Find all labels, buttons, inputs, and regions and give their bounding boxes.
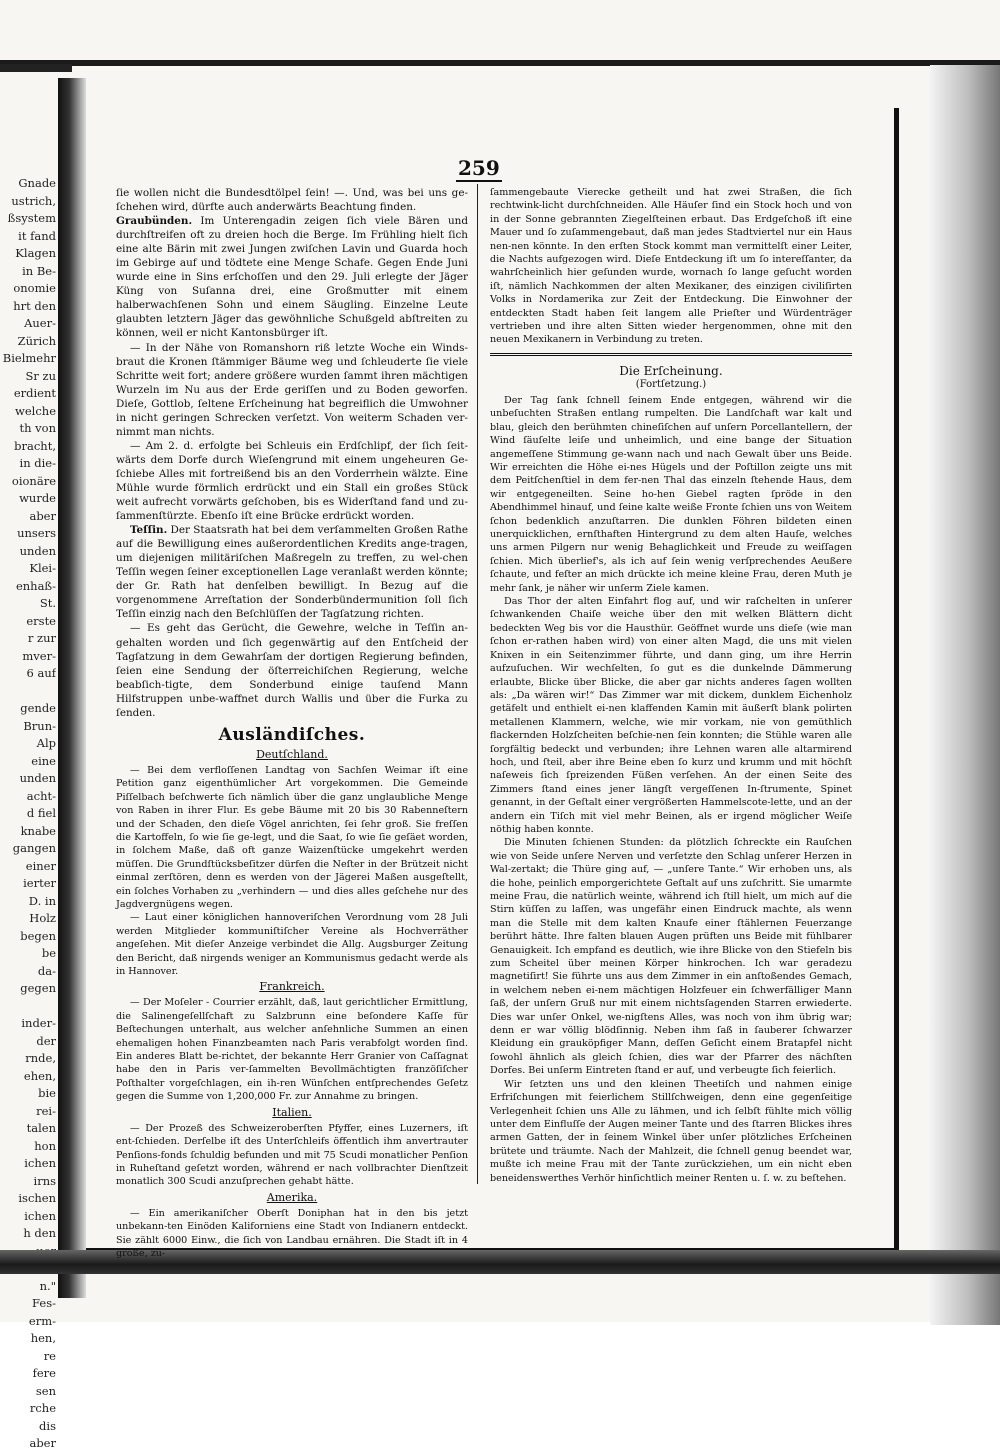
heading-deutschland: Deutſchland. bbox=[256, 747, 328, 761]
previous-page-fragment: Brun- bbox=[23, 718, 56, 733]
previous-page-fragment: Gnade bbox=[18, 176, 56, 190]
paragraph-romanshorn: — In der Nähe von Romanshorn riß letzte Woche ein Winds-braut die Kronen ſtämmiger Bäume weg und ſchleuderte ſie viele Schritte weit fort; andere größere wurden ſammt ihren mächtigen Wurzeln im Nu aus der Erde geriſſen und zu Boden geworfen. Dieſe, Gottlob, ſeltene Erſcheinung hat begreiflich die Umwohner in nicht geringen Schrecken verſetzt. Von weiterm Schaden ver-nimmt man nichts. bbox=[116, 341, 468, 438]
right-column bbox=[490, 186, 852, 1185]
previous-page-fragment: inder- bbox=[21, 1016, 56, 1030]
previous-page-fragment: acht- bbox=[26, 788, 56, 803]
previous-page-fragment: mver- bbox=[22, 648, 56, 663]
page-number: 259 bbox=[458, 156, 500, 180]
previous-page-fragment: eine bbox=[31, 753, 56, 768]
paragraph-intro: ſie wollen nicht die Bundesdtölpel ſein! —. Und, was bei uns ge-ſchehen wird, dürfte auch anderwärts Beachtung finden. bbox=[116, 187, 468, 214]
previous-page-fragment: St. bbox=[39, 596, 56, 610]
previous-page-fragment: ustrich, bbox=[11, 193, 56, 208]
previous-page-fragment: n." bbox=[39, 1278, 56, 1293]
right-edge-shadow bbox=[930, 65, 1000, 1325]
previous-page-fragment: rnde, bbox=[25, 1051, 56, 1065]
previous-page-fragment: Bielmehr bbox=[2, 351, 56, 365]
previous-page-fragment bbox=[0, 998, 56, 1016]
story-title: Die Erſcheinung. bbox=[619, 363, 723, 378]
previous-page-fragment: 6 auf bbox=[26, 666, 56, 680]
previous-page-fragment: wurde bbox=[19, 491, 56, 505]
previous-page-fragment: in Be- bbox=[22, 263, 56, 278]
paragraph-graubuenden bbox=[116, 214, 468, 340]
previous-page-fragment: irns bbox=[33, 1173, 56, 1188]
previous-page-fragment: Fes- bbox=[32, 1296, 56, 1310]
previous-page-fragment: erdient bbox=[13, 386, 56, 400]
paragraph-tessin bbox=[116, 523, 468, 621]
previous-page-fragment: da- bbox=[37, 963, 56, 978]
previous-page-fragment: unsers bbox=[17, 526, 56, 540]
previous-page-fragment: Auer- bbox=[24, 316, 56, 330]
paragraph-doniphan: — Ein amerikaniſcher Oberſt Doniphan hat in den bis jetzt unbekann-ten Einöden Kaliforniens eine Stadt von Indianern entdeckt. Sie zählt 6000 Einw., die ſich von Landbau ernähren. Die Stadt iſt in 4 große, zu- bbox=[116, 1207, 468, 1260]
heading-graubuenden: Graubünden. bbox=[116, 215, 193, 228]
heading-frankreich: Frankreich. bbox=[259, 980, 325, 994]
previous-page-fragment: einer bbox=[25, 858, 56, 873]
previous-page-fragment: d fiel bbox=[26, 806, 56, 820]
previous-page-fragment: h den bbox=[23, 1226, 56, 1240]
previous-page-fragment: ßsystem bbox=[7, 211, 56, 225]
paragraph-moseler: — Der Moſeler - Courrier erzählt, daß, laut gerichtlicher Ermittlung, die Salinengeſellſchaft zu Salzbrunn eine beſondere Kaſſe für Beſtechungen unterhalt, aus welcher anſehnliche Summen an einen ehemaligen hohen Finanzbeamten nach Paris verabfolgt worden ſind. Ein anderes Blatt be-richtet, der bekannte Herr Granier von Caſſagnat habe den in Paris ver-ſammelten Bevollmächtigten franzöſiſcher Poſthalter vorgeſchlagen, ein ih-ren Wünſchen entſprechendes Geſetz gegen die Summe von 1,200,000 Fr. zur Annahme zu bringen. bbox=[116, 997, 468, 1103]
paragraph-stadt: ſammengebaute Vierecke getheilt und hat zwei Straßen, die ſich rechtwink-licht durchſchneiden. Alle Häuſer ſind ein Stock hoch und von in der Sonne gebrannten Ziegelſteinen erbaut. Das Erdgeſchoß iſt eine Mauer und ſo zuſammengebaut, daß man jedes Stadtviertel nur ein Haus nen-nen könnte. In den erſten Stock kommt man vermittelſt einer Leiter, die Nachts aufgezogen wird. Dieſe Entdeckung iſt um ſo intereſſanter, da wahrſcheinlich hier geſunden wurde, wornach ſo lange geſucht worden iſt, nämlich Nachkommen der alten Mexikaner, des einzigen civiliſirten Volks in Nordamerika zur Zeit der Entdeckung. Die Einwohner der entdeckten Stadt haben ſeit langem alle Prieſter und Würdenträger vertrieben und ihre alten Sitten wieder hergenommen, ohne mit den neuen Mexikanern in Verbindung zu treten. bbox=[490, 187, 852, 346]
book-spine-shadow bbox=[58, 78, 86, 1298]
previous-page-fragment: re bbox=[43, 1348, 56, 1363]
previous-page-fragment: enhaß- bbox=[15, 578, 56, 593]
previous-page-fragment: gegen bbox=[20, 981, 56, 995]
paragraph-geruecht: — Es geht das Gerücht, die Gewehre, welche in Teſſin an-gehalten worden und ſich gegenwärtig auf den Entſcheid der Tagſatzung in dem Gewahrſam der dortigen Regierung befinden, ſeien eine Sendung der öſterreichiſchen Regierung, welche beabſich-tigte, dem Sonderbund einige tauſend Mann Hilfstruppen unbe-waffnet durch Wallis und über die Furka zu ſenden. bbox=[116, 622, 468, 719]
previous-page-fragment bbox=[0, 683, 56, 701]
heading-italien: Italien. bbox=[272, 1105, 312, 1119]
previous-page-fragment: ischen bbox=[18, 1191, 56, 1205]
previous-page-fragment: erm- bbox=[28, 1313, 56, 1328]
previous-page-fragment: oionäre bbox=[11, 473, 56, 488]
scan-top-edge bbox=[0, 60, 1000, 66]
previous-page-fragment: Sr zu bbox=[25, 368, 56, 383]
left-column bbox=[116, 186, 468, 1260]
previous-page-fragment: Klagen bbox=[15, 246, 56, 260]
heading-tessin: Teſſin. bbox=[130, 524, 168, 537]
previous-page-fragment: Klei- bbox=[29, 561, 56, 575]
previous-page-fragment: gangen bbox=[12, 841, 56, 855]
previous-page-fragment: Alp bbox=[36, 736, 56, 750]
column-divider bbox=[477, 184, 478, 1184]
previous-page-fragment: ierter bbox=[23, 876, 56, 890]
heading-auslaendisches: Ausländiſches. bbox=[218, 724, 366, 745]
previous-page-fragment: rche bbox=[29, 1401, 56, 1415]
previous-page-fragment: th von bbox=[19, 421, 56, 435]
previous-page-fragment: gende bbox=[20, 701, 56, 715]
previous-page-fragment: bie bbox=[38, 1086, 56, 1100]
paragraph-hannover: — Laut einer königlichen hannoveriſchen Verordnung vom 28 Juli werden Mitglieder kommuniſtiſcher Vereine als Hochverräther angeſehen. Mit dieſer Anzeige verbindet die Allg. Augsburger Zeitung den Bericht, daß nirgends weniger an Kommunismus gedacht werde als in Hannover. bbox=[116, 912, 468, 977]
previous-page-fragment: in die- bbox=[19, 456, 56, 470]
previous-page-fragment: dis bbox=[39, 1418, 56, 1433]
story-paragraph-4: Wir ſetzten uns und den kleinen Theetiſch und nahmen einige Erfriſchungen mit feierlichem Stillſchweigen, denn eine gegenſeitige Verlegenheit ſchien uns Alle zu lähmen, und ich ſelbſt fühlte mich völlig unter dem Einfluſſe der Augen meiner Tante und des ſtarren Blickes ihres armen Gatten, der in ſeinem Winkel über unſer plötzliches Erſcheinen brütete und träumte. Nach der Mahlzeit, die ſchnell genug beendet war, mußte ich meine Frau mit der Tante zurückziehen, um ein nicht eben beneidenswerthes Verhör hinſichtlich meiner Renten u. ſ. w. zu beſtehen. bbox=[490, 1078, 852, 1184]
previous-page-fragment: hen, bbox=[30, 1331, 56, 1345]
text-graubuenden: Im Unterengadin zeigen ſich viele Bären und durchſtreifen oft zu dreien hoch die Berge. Im Frühling hielt ſich eine alte Bärin mit zwei Jungen zwiſchen Lavin und Guarda hoch im Gebirge auf und tödtete eine Menge Schafe. Gegen Ende Juni wurde eine in Sins erſchoſſen und den 29. Juli erlegte der Jäger Küng von Suſanna drei, eine Großmutter mit einem halberwachſenen Sohn und einem Säugling. Einzelne Leute glaubten letztern Jäger das gewöhnliche Schußgeld abſtreiten zu können, weil er nicht Kantonsbürger iſt. bbox=[116, 215, 468, 340]
text-tessin: Der Staatsrath hat bei dem verſammelten Großen Rathe auf die Bewilligung eines außerordentlichen Kredits ange-tragen, um diejenigen militäriſchen Maßregeln zu treffen, zu wel-chen Teſſin wegen ſeiner exceptionellen Lage veranlaßt werden könnte; der Gr. Rath hat denſelben bewilligt. In Bezug auf die vorgenommene Arreſtation der Sonderbündermunition ſoll ſich Teſſin einzig nach den Beſchlüſſen der Tagſatzung richten. bbox=[116, 524, 468, 621]
previous-page-fragment: rei- bbox=[36, 1103, 56, 1118]
previous-page-fragment: Holz bbox=[29, 911, 56, 925]
previous-page-fragment: unden bbox=[19, 771, 56, 785]
previous-page-fragment: D. in bbox=[28, 893, 56, 908]
previous-page-fragment: r zur bbox=[27, 631, 56, 645]
previous-page-fragment: aber bbox=[29, 508, 56, 523]
previous-page-fragment: erste bbox=[26, 613, 56, 628]
section-rule bbox=[490, 353, 852, 356]
previous-page-fragment: ichen bbox=[24, 1156, 56, 1170]
previous-page-fragment: hrt den bbox=[13, 298, 56, 313]
previous-page-fragment: der bbox=[36, 1033, 56, 1048]
previous-page-fragment: fere bbox=[32, 1366, 56, 1380]
previous-page-fragment: it fand bbox=[18, 228, 56, 243]
previous-page-fragment: welche bbox=[15, 403, 56, 418]
previous-page-fragment: bracht, bbox=[14, 438, 56, 453]
heading-amerika: Amerika. bbox=[266, 1190, 318, 1204]
previous-page-fragment: unden bbox=[19, 543, 56, 558]
previous-page-fragment: talen bbox=[26, 1121, 56, 1135]
previous-page-fragment: sen bbox=[35, 1383, 56, 1398]
previous-page-fragment: onomie bbox=[13, 281, 56, 295]
previous-page-fragment: aber bbox=[29, 1436, 56, 1450]
story-continuation-note: (Fortſetzung.) bbox=[635, 378, 707, 390]
previous-page-fragment: be bbox=[41, 946, 56, 960]
previous-page-rule bbox=[0, 64, 72, 72]
previous-page-fragment: begen bbox=[20, 928, 56, 943]
previous-page-fragment: Zürich bbox=[17, 333, 56, 348]
previous-page-fragment: ehen, bbox=[23, 1068, 56, 1083]
paragraph-weimar: — Bei dem verfloſſenen Landtag von Sachſen Weimar iſt eine Petition ganz eigenthümlicher Art vorgekommen. Die Gemeinde Piſſelbach beſchwerte ſich nämlich über die ganz unglaubliche Menge von Raben in ihrer Flur. Es gebe Bäume mit 20 bis 30 Rabenneſtern und der Schaden, den dieſe Vögel anrichten, ſei ſehr groß. Sie freſſen die Kartoffeln, ſo wie ſie ge-legt, und die Saat, ſo wie ſie geſäet worden, in ſolchem Maße, daß oft ganze Waizenſtücke umgekehrt werden müſſen. Die Grundſtücksbeſitzer dürfen die Neſter in der Brützeit nicht einmal zerſtören, denn es werden von der Jägerei Maßen ausgeſtellt, ein ſolches Vorhaben zu „verhindern — und dies alles geſchehe nur des Jagdvergnügens wegen. bbox=[116, 764, 468, 910]
previous-page-fragment: knabe bbox=[20, 823, 56, 838]
story-paragraph-3: Die Minuten ſchienen Stunden: da plötzlich ſchreckte ein Rauſchen wie von Seide unſere Nerven und verſetzte den Schlag unſerer Herzen in Wal-zertakt; die Thüre ging auf, — „unſere Tante.“ Wir erhoben uns, als die hohe, peinlich emporgerichtete Geſtalt auf uns zuſchritt. Sie umarmte meine Frau, die natürlich weinte, während ich ſtill hielt, um mich auf die Stirn küſſen zu laſſen, was ungefähr einen Eindruck machte, als wenn man die Stelle mit dem kalten Knaufe einer ſtählernen Feuerzange berührt hätte. Ihre falten blauen Augen prüften uns Beide mit fühlbarer Genauigkeit. Ich empfand es deutlich, wie ihre Blicke von den Stiefeln bis zum Scheitel über meinen Körper hinkrochen. Ich war geradezu magnetiſirt! Sie führte uns aus dem Zimmer in ein anſtoßendes Gemach, in welchem neben ei-nem mächtigen Holzfeuer ein ſchwerfälliger Mann ſaß, der unſern Gruß nur mit einem nichtsſagenden Starren erwiederte. Dies war unſer Onkel, we-nigſtens Alles, was noch von ihm übrig war; denn er war völlig blödſinnig. Neben ihm ſaß in ſauberer ſchwarzer Kleidung ein grauköpfiger Mann, deſſen Geſicht einem Bratapfel nicht ſowohl ähnlich als gleich ſchien, dies war der Pfarrer des nächſten Dorfes. Bei unſerm Eintreten ſtand er auf, und verbeugte ſich feierlich. bbox=[490, 837, 852, 1077]
paragraph-pfyffer: — Der Prozeß des Schweizeroberſten Pfyffer, eines Luzerners, iſt ent-ſchieden. Derſelbe iſt des Unterſchleifs öffentlich ihm anvertrauter Penſions-fonds ſchuldig befunden und mit 75 Scudi monatlicher Penſion in Ruheſtand geſetzt worden, während er nach vollbrachter Dienſtzeit monatlich 300 Scudi anzuſprechen gehabt hätte. bbox=[116, 1122, 468, 1188]
paragraph-schleuis: — Am 2. d. erfolgte bei Schleuis ein Erdſchlipf, der ſich ſeit-wärts dem Dorfe durch Wieſengrund mit einem ungeheuren Ge-ſchiebe Alles mit fortreißend bis an den Vorderrhein wälzte. Eine Mühle wurde förmlich erdrückt und ein Stall ein großes Stück weit aufrecht vorwärts geſchoben, bis es Widerſtand fand und zu-ſammenſtürzte. Ebenſo iſt eine Brücke erdrückt worden. bbox=[116, 439, 468, 523]
story-paragraph-2: Das Thor der alten Einfahrt flog auf, und wir raſchelten in unſerer ſchwankenden Chaiſe weiche über den mit welken Blättern dicht bedeckten Weg bis vor die Hausthür. Geöffnet wurde uns dieſe (wie man ſchon er-rathen haben wird) von einer alten Magd, die uns mit vielen Knixen in ein Seitenzimmer führte, und dann ging, um ihre Herrin aufzuſuchen. Wir wechſelten, ſo gut es die dunkelnde Dämmerung erlaubte, Blicke über Blicke, die aber gar nichts anderes ſagen wollten als: „Da wären wir!“ Das Zimmer war mit dickem, dunklem Eichenholz getäfelt und enthielt ei-nen klaffenden Kamin mit äußerſt blank polirten metallenen Klammern, welche, wie mir vorkam, nie von gemüthlich flackernden Holzſcheiten beſchie-nen ſein konnten; die Stühle waren alle ſorgfältig bedeckt und verbunden; ihre Lehnen waren alle altarmirend hoch, und ſteil, aber ihre Beine eben ſo kurz und krumm und mit höchſt naſeweis ſich ſpreizenden Füßen verſehen. An der einen Seite des Zimmers ſtand eines jener längſt vergeſſenen In-ſtrumente, Spinet genannt, in der Geſtalt einer vergrößerten Hammelscote-lette, und an der andern ein Tiſch mit viel mehr Beinen, als er irgend möglicher Weiſe nöthig haben konnte. bbox=[490, 596, 852, 835]
previous-page-fragment: ichen bbox=[24, 1208, 56, 1223]
story-paragraph-1: Der Tag ſank ſchnell ſeinem Ende entgegen, während wir die unbeſuchten Straßen entlang rumpelten. Die Landſchaft war kalt und blau, gleich den berühmten chineſiſchen auf unſern Porcellantellern, der Wind ſäuſelte leiſe und unheimlich, und eine bange der Situation angemeſſene Stimmung ge-wann nach und nach Gewalt über uns Beide. Wir erreichten die Höhe ei-nes Hügels und der Poſtillon zeigte uns mit dem Peitſchenſtiel in dem fer-nen Thal das einzeln ſtehende Haus, dem wir entgegeneilten. Seine ho-hen Giebel ragten ſpröde in den Abendhimmel hinauf, und ſeine kalte weiße Fronte ſchien uns von Weitem ſchon bedenklich anzuſtarren. Die dunklen Föhren bildeten einen unerquicklichen, ernſthaften Hintergrund zu dem alten Hauſe, welches uns armen Pilgern nur wenig Behaglichkeit und Freude zu weiſſagen ſchien. Mich überlief's, als ich auf ſein wenig verſprechendes Aeußere ſchaute, und feſter an mich drückte ich meine kleine Frau, deren Muth je mehr ſank, je näher wir unſerm Ziele kamen. bbox=[490, 394, 852, 594]
previous-page-fragment: hon bbox=[34, 1138, 56, 1153]
